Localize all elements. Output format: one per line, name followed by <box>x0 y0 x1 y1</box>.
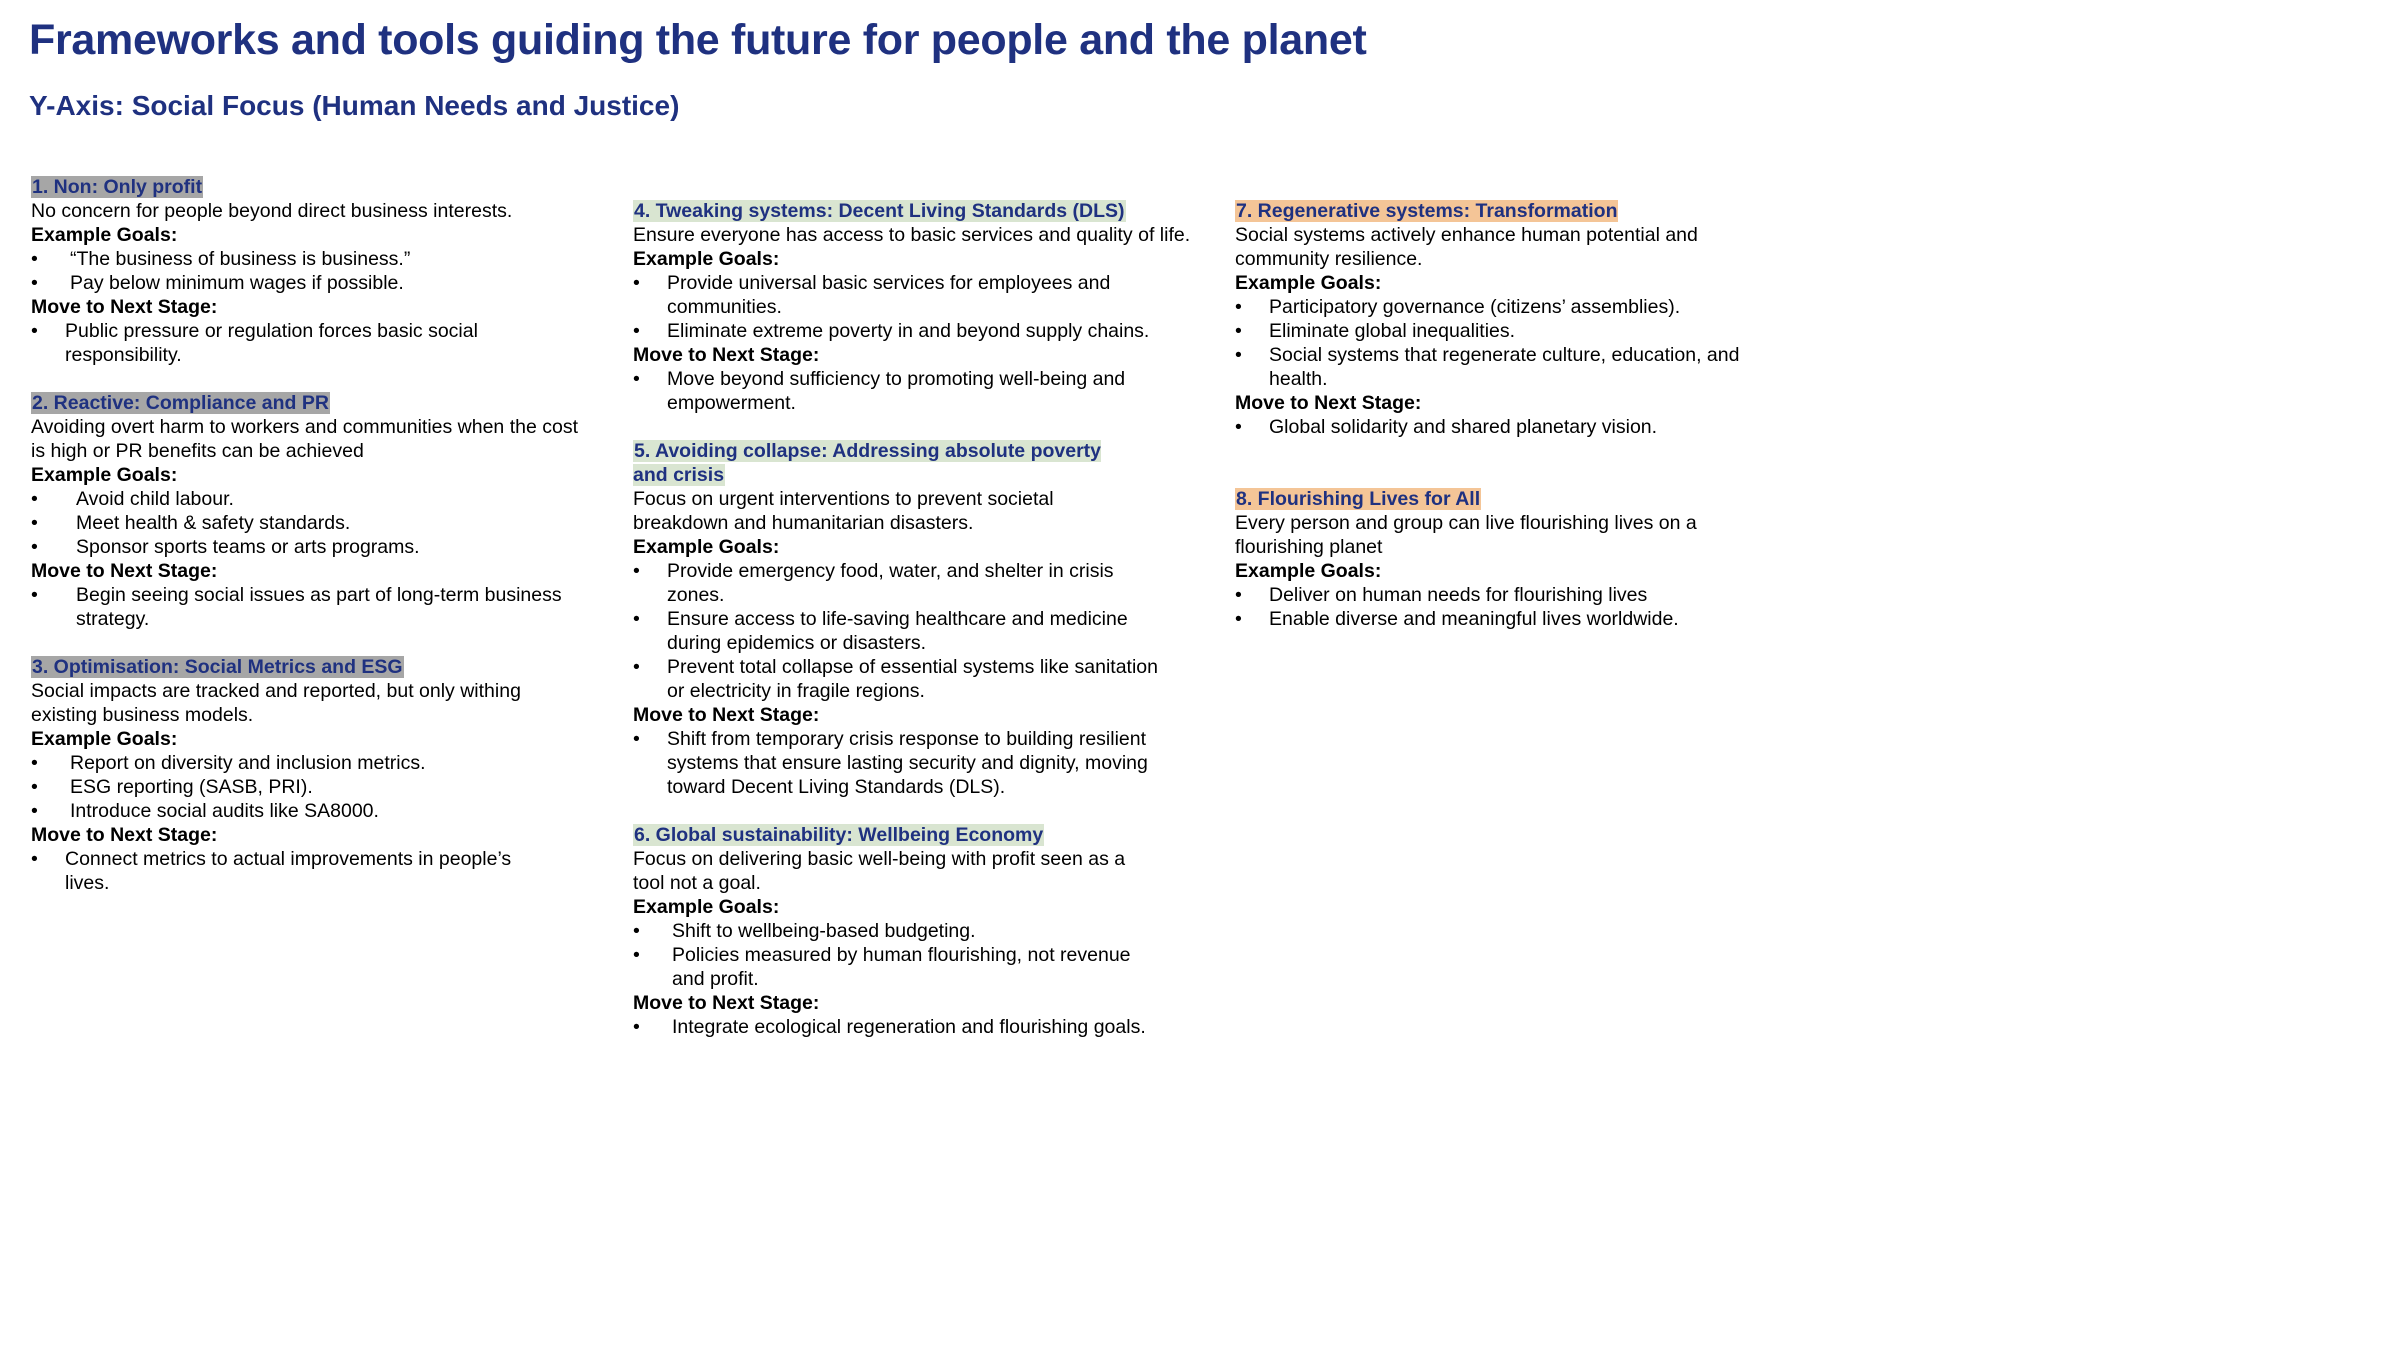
stage-8 <box>1235 487 1795 631</box>
goals-label: Example Goals: <box>633 536 780 558</box>
goals-list <box>31 247 591 295</box>
stage-heading: 6. Global sustainability: Wellbeing Economy <box>634 824 1044 846</box>
stage-heading: 7. Regenerative systems: Transformation <box>1236 200 1618 222</box>
stage-description: Every person and group can live flourishing lives on a flourishing planet <box>1235 512 1697 558</box>
list-item: • Meet health & safety standards. <box>31 511 591 535</box>
next-list <box>31 319 501 367</box>
goals-label: Example Goals: <box>1235 560 1382 582</box>
next-list <box>633 367 1193 415</box>
list-item: • Deliver on human needs for flourishing lives <box>1235 583 1795 607</box>
stage-3 <box>31 655 591 895</box>
list-item: • Public pressure or regulation forces basic social responsibility. <box>31 319 501 367</box>
page-title: Frameworks and tools guiding the future for people and the planet <box>29 16 1367 64</box>
stage-1 <box>31 175 591 367</box>
column-3 <box>1235 199 1795 631</box>
stage-heading: 2. Reactive: Compliance and PR <box>32 392 329 414</box>
list-item: • Sponsor sports teams or arts programs. <box>31 535 591 559</box>
goals-label: Example Goals: <box>633 896 780 918</box>
list-item: • Introduce social audits like SA8000. <box>31 799 591 823</box>
next-stage-label: Move to Next Stage: <box>633 344 820 366</box>
list-item: • Move beyond sufficiency to promoting well-being and empowerment. <box>633 367 1193 415</box>
goals-list <box>1235 583 1795 631</box>
next-list <box>1235 415 1795 439</box>
list-item: • ESG reporting (SASB, PRI). <box>31 775 591 799</box>
next-stage-label: Move to Next Stage: <box>633 992 820 1014</box>
page-subtitle: Y-Axis: Social Focus (Human Needs and Justice) <box>29 90 680 121</box>
stage-2 <box>31 391 591 631</box>
next-stage-label: Move to Next Stage: <box>31 560 218 582</box>
list-item: • Enable diverse and meaningful lives worldwide. <box>1235 607 1795 631</box>
goals-label: Example Goals: <box>633 248 780 270</box>
list-item: • Participatory governance (citizens’ assemblies). <box>1235 295 1795 319</box>
stage-5 <box>633 439 1193 799</box>
list-item: • Integrate ecological regeneration and flourishing goals. <box>633 1015 1193 1039</box>
goals-label: Example Goals: <box>31 464 178 486</box>
list-item: • Provide universal basic services for employees and communities. <box>633 271 1193 319</box>
list-item: • Pay below minimum wages if possible. <box>31 271 591 295</box>
stage-heading: 4. Tweaking systems: Decent Living Standards (DLS) <box>634 200 1125 222</box>
stage-description: Social impacts are tracked and reported, but only withing existing business models. <box>31 680 521 726</box>
list-item: • Policies measured by human flourishing, not revenue and profit. <box>633 943 1163 991</box>
stage-description: No concern for people beyond direct business interests. <box>31 200 513 222</box>
goals-list <box>633 559 1163 703</box>
list-item: • Shift from temporary crisis response to building resilient systems that ensure lasting security and dignity, moving toward Decent Living Standards (DLS). <box>633 727 1193 799</box>
next-list <box>31 847 551 895</box>
stage-6 <box>633 823 1193 1039</box>
list-item: • Begin seeing social issues as part of long-term business strategy. <box>31 583 591 631</box>
stage-heading: 1. Non: Only profit <box>32 176 203 198</box>
goals-list <box>31 487 591 559</box>
next-stage-label: Move to Next Stage: <box>633 704 820 726</box>
stage-description: Social systems actively enhance human potential and community resilience. <box>1235 224 1698 270</box>
stage-description: Focus on delivering basic well-being with profit seen as a tool not a goal. <box>633 848 1126 894</box>
stage-4 <box>633 199 1193 415</box>
column-1 <box>31 175 591 895</box>
stage-7 <box>1235 199 1795 439</box>
stage-description: Ensure everyone has access to basic services and quality of life. <box>633 224 1191 246</box>
list-item: • Eliminate extreme poverty in and beyond supply chains. <box>633 319 1193 343</box>
list-item: • Prevent total collapse of essential systems like sanitation or electricity in fragile regions. <box>633 655 1163 703</box>
list-item: • Provide emergency food, water, and shelter in crisis zones. <box>633 559 1163 607</box>
stage-description: Avoiding overt harm to workers and communities when the cost is high or PR benefits can be achieved <box>31 416 578 462</box>
next-stage-label: Move to Next Stage: <box>1235 392 1422 414</box>
stage-heading: 3. Optimisation: Social Metrics and ESG <box>32 656 403 678</box>
goals-label: Example Goals: <box>31 224 178 246</box>
next-list <box>633 727 1193 799</box>
goals-label: Example Goals: <box>1235 272 1382 294</box>
goals-label: Example Goals: <box>31 728 178 750</box>
goals-list <box>1235 295 1795 391</box>
next-list <box>633 1015 1193 1039</box>
list-item: • Eliminate global inequalities. <box>1235 319 1795 343</box>
stage-heading: 8. Flourishing Lives for All <box>1236 488 1481 510</box>
list-item: • Connect metrics to actual improvements in people’s lives. <box>31 847 551 895</box>
next-list <box>31 583 591 631</box>
stage-heading: 5. Avoiding collapse: Addressing absolute poverty and crisis <box>633 440 1102 486</box>
list-item: • Avoid child labour. <box>31 487 591 511</box>
stage-description: Focus on urgent interventions to prevent societal breakdown and humanitarian disasters. <box>633 488 1054 534</box>
list-item: • Report on diversity and inclusion metrics. <box>31 751 591 775</box>
goals-list <box>31 751 591 823</box>
next-stage-label: Move to Next Stage: <box>31 824 218 846</box>
list-item: • Global solidarity and shared planetary vision. <box>1235 415 1795 439</box>
list-item: • “The business of business is business.” <box>31 247 591 271</box>
column-2 <box>633 199 1193 1039</box>
list-item: • Social systems that regenerate culture, education, and health. <box>1235 343 1795 391</box>
list-item: • Ensure access to life-saving healthcare and medicine during epidemics or disasters. <box>633 607 1163 655</box>
next-stage-label: Move to Next Stage: <box>31 296 218 318</box>
goals-list <box>633 271 1193 343</box>
goals-list <box>633 919 1163 991</box>
list-item: • Shift to wellbeing-based budgeting. <box>633 919 1163 943</box>
